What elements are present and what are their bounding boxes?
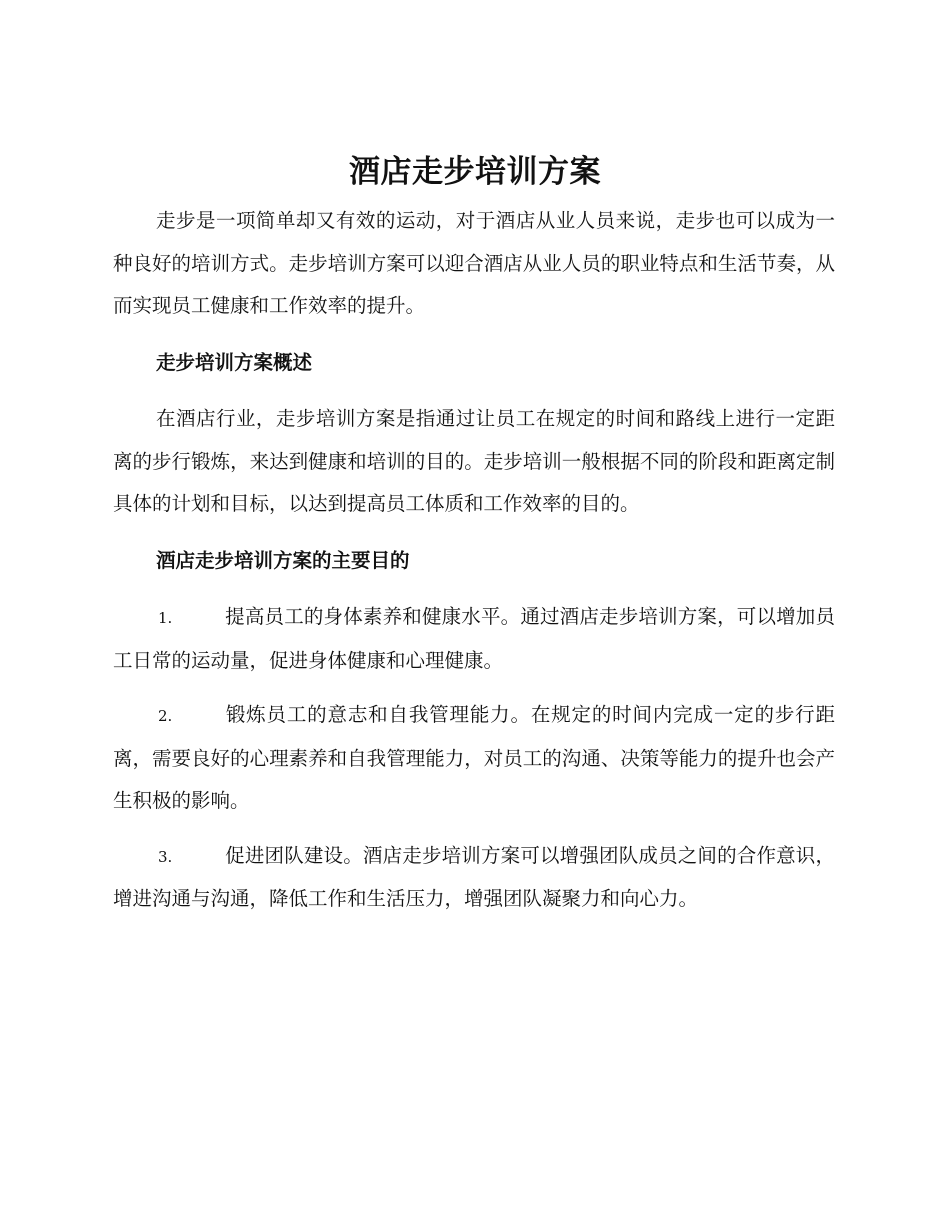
overview-paragraph: 在酒店行业，走步培训方案是指通过让员工在规定的时间和路线上进行一定距离的步行锻炼，来达到健康和培训的目的。走步培训一般根据不同的阶段和距离定制具体的计划和目标，以达到提高员工体质和工作效率的目的。 xyxy=(113,407,835,515)
intro-paragraph: 走步是一项简单却又有效的运动，对于酒店从业人员来说，走步也可以成为一种良好的培训方式。走步培训方案可以迎合酒店从业人员的职业特点和生活节奏，从而实现员工健康和工作效率的提升。 xyxy=(113,209,835,317)
document-title: 酒店走步培训方案 xyxy=(349,154,601,190)
list-item-text: 提高员工的身体素养和健康水平。通过酒店走步培训方案，可以增加员工日常的运动量，促进身体健康和心理健康。 xyxy=(113,605,835,672)
list-item xyxy=(113,596,835,682)
list-item xyxy=(113,694,835,823)
list-item-text: 促进团队建设。酒店走步培训方案可以增强团队成员之间的合作意识，增进沟通与沟通，降低工作和生活压力，增强团队凝聚力和向心力。 xyxy=(113,843,835,910)
list-item xyxy=(113,835,835,921)
list-item-number: 2. xyxy=(158,707,173,725)
section-heading-overview: 走步培训方案概述 xyxy=(156,350,313,374)
section-heading-purpose: 酒店走步培训方案的主要目的 xyxy=(156,548,410,572)
list-item-number: 3. xyxy=(158,847,173,866)
list-item-text: 锻炼员工的意志和自我管理能力。在规定的时间内完成一定的步行距离，需要良好的心理素养和自我管理能力，对员工的沟通、决策等能力的提升也会产生积极的影响。 xyxy=(113,703,835,812)
list-item-number: 1. xyxy=(158,609,173,627)
document-body xyxy=(113,200,835,921)
